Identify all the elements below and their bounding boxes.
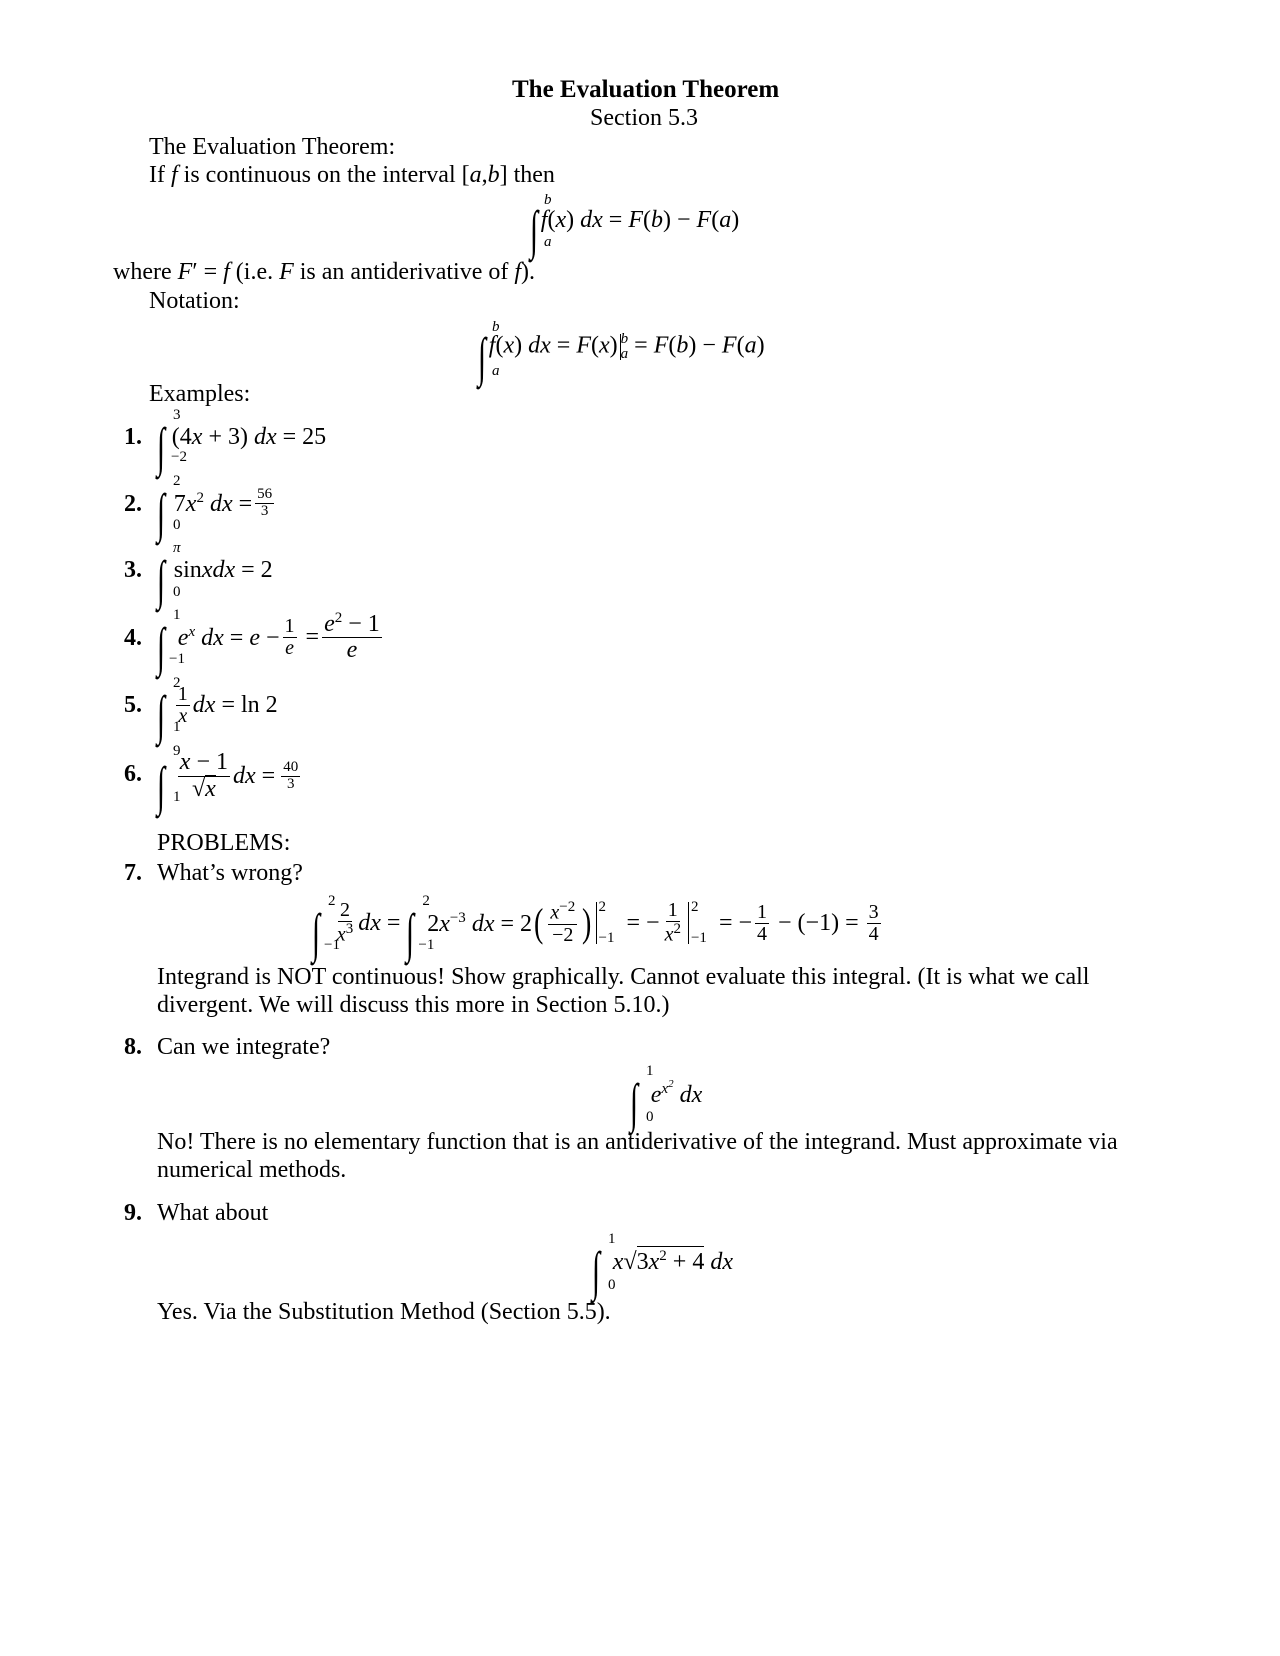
example-number: 5.: [124, 692, 142, 718]
problem-answer: Integrand is NOT continuous! Show graphically. Cannot evaluate this integral. (It is what we call divergent. We will discuss this more in Section 5.10.): [157, 964, 1090, 1019]
notation-formula: ∫ b a f(x) dx = F(x) b a = F(b) − F(a): [478, 319, 765, 387]
notation-heading: Notation:: [149, 288, 240, 314]
example-number: 2.: [124, 491, 142, 517]
problem-answer: Yes. Via the Substitution Method (Section 5.5).: [157, 1299, 611, 1325]
problem-question: What about: [157, 1200, 269, 1226]
problem-number: 9.: [124, 1200, 142, 1226]
theorem-heading: The Evaluation Theorem:: [149, 134, 396, 160]
problem-9-formula: ∫ 1 0 $x√3x^2 + 4$ dx: [592, 1231, 733, 1301]
example-3-formula: ∫ π 0 sinxdx = 2: [157, 540, 273, 610]
example-2-formula: ∫ 2 0 $7x^2$ dx = $\frac{56}{3}$: [157, 473, 273, 543]
example-1-formula: ∫ 3 −2 (4x + 3) dx = 25: [157, 407, 327, 477]
example-number: 1.: [124, 424, 142, 450]
examples-heading: Examples:: [149, 381, 251, 407]
example-number: 3.: [124, 557, 142, 583]
example-number: 6.: [124, 761, 142, 787]
problem-8-formula: ∫ 1 0 $e^{x^2}$ dx: [630, 1063, 703, 1133]
problem-number: 8.: [124, 1034, 142, 1060]
problems-heading: PROBLEMS:: [157, 830, 291, 856]
problem-answer: No! There is no elementary function that is an antiderivative of the integrand. Must approximate via numerical methods.: [157, 1129, 1118, 1184]
example-number: 4.: [124, 625, 142, 651]
where-text: where F′ = f (i.e. F is an antiderivative of f).: [113, 259, 536, 285]
example-5-formula: ∫ 2 1 $\frac{1}{x}$ dx = ln 2: [157, 675, 278, 745]
integral-sign: ∫: [478, 327, 487, 387]
section-subtitle: Section 5.3: [590, 105, 698, 131]
integral-sign: ∫: [530, 200, 539, 260]
problem-question: What’s wrong?: [157, 860, 303, 886]
theorem-condition: If f is continuous on the interval [a,b] then: [149, 162, 555, 188]
theorem-formula: ∫ b a f(x) dx = F(b) − F(a): [530, 192, 740, 260]
example-4-formula: ∫ 1 −1 $e^x$ dx = e − $\frac{1}{e}$ = $\frac{e^2 - 1}{e}$: [157, 607, 380, 677]
page-title: The Evaluation Theorem: [512, 76, 780, 103]
example-6-formula: ∫ 9 1 $\frac{x - 1}{√x}$ dx = $\frac{40}{3}$: [157, 743, 299, 816]
problem-7-formula: ∫ 2 −1 $\frac{2}{x^3}$ dx = ∫ 2 −1 $2x^{-3}$ dx = 2 ( $\frac{x^{-2}}{-2}$ ) 2 −1 = − $\frac{1}{x^2}$ 2 −1 = − $\frac{1}{4}$ − (−1) = $\frac{3}{4}$: [312, 893, 879, 963]
problem-number: 7.: [124, 860, 142, 886]
problem-question: Can we integrate?: [157, 1034, 331, 1060]
